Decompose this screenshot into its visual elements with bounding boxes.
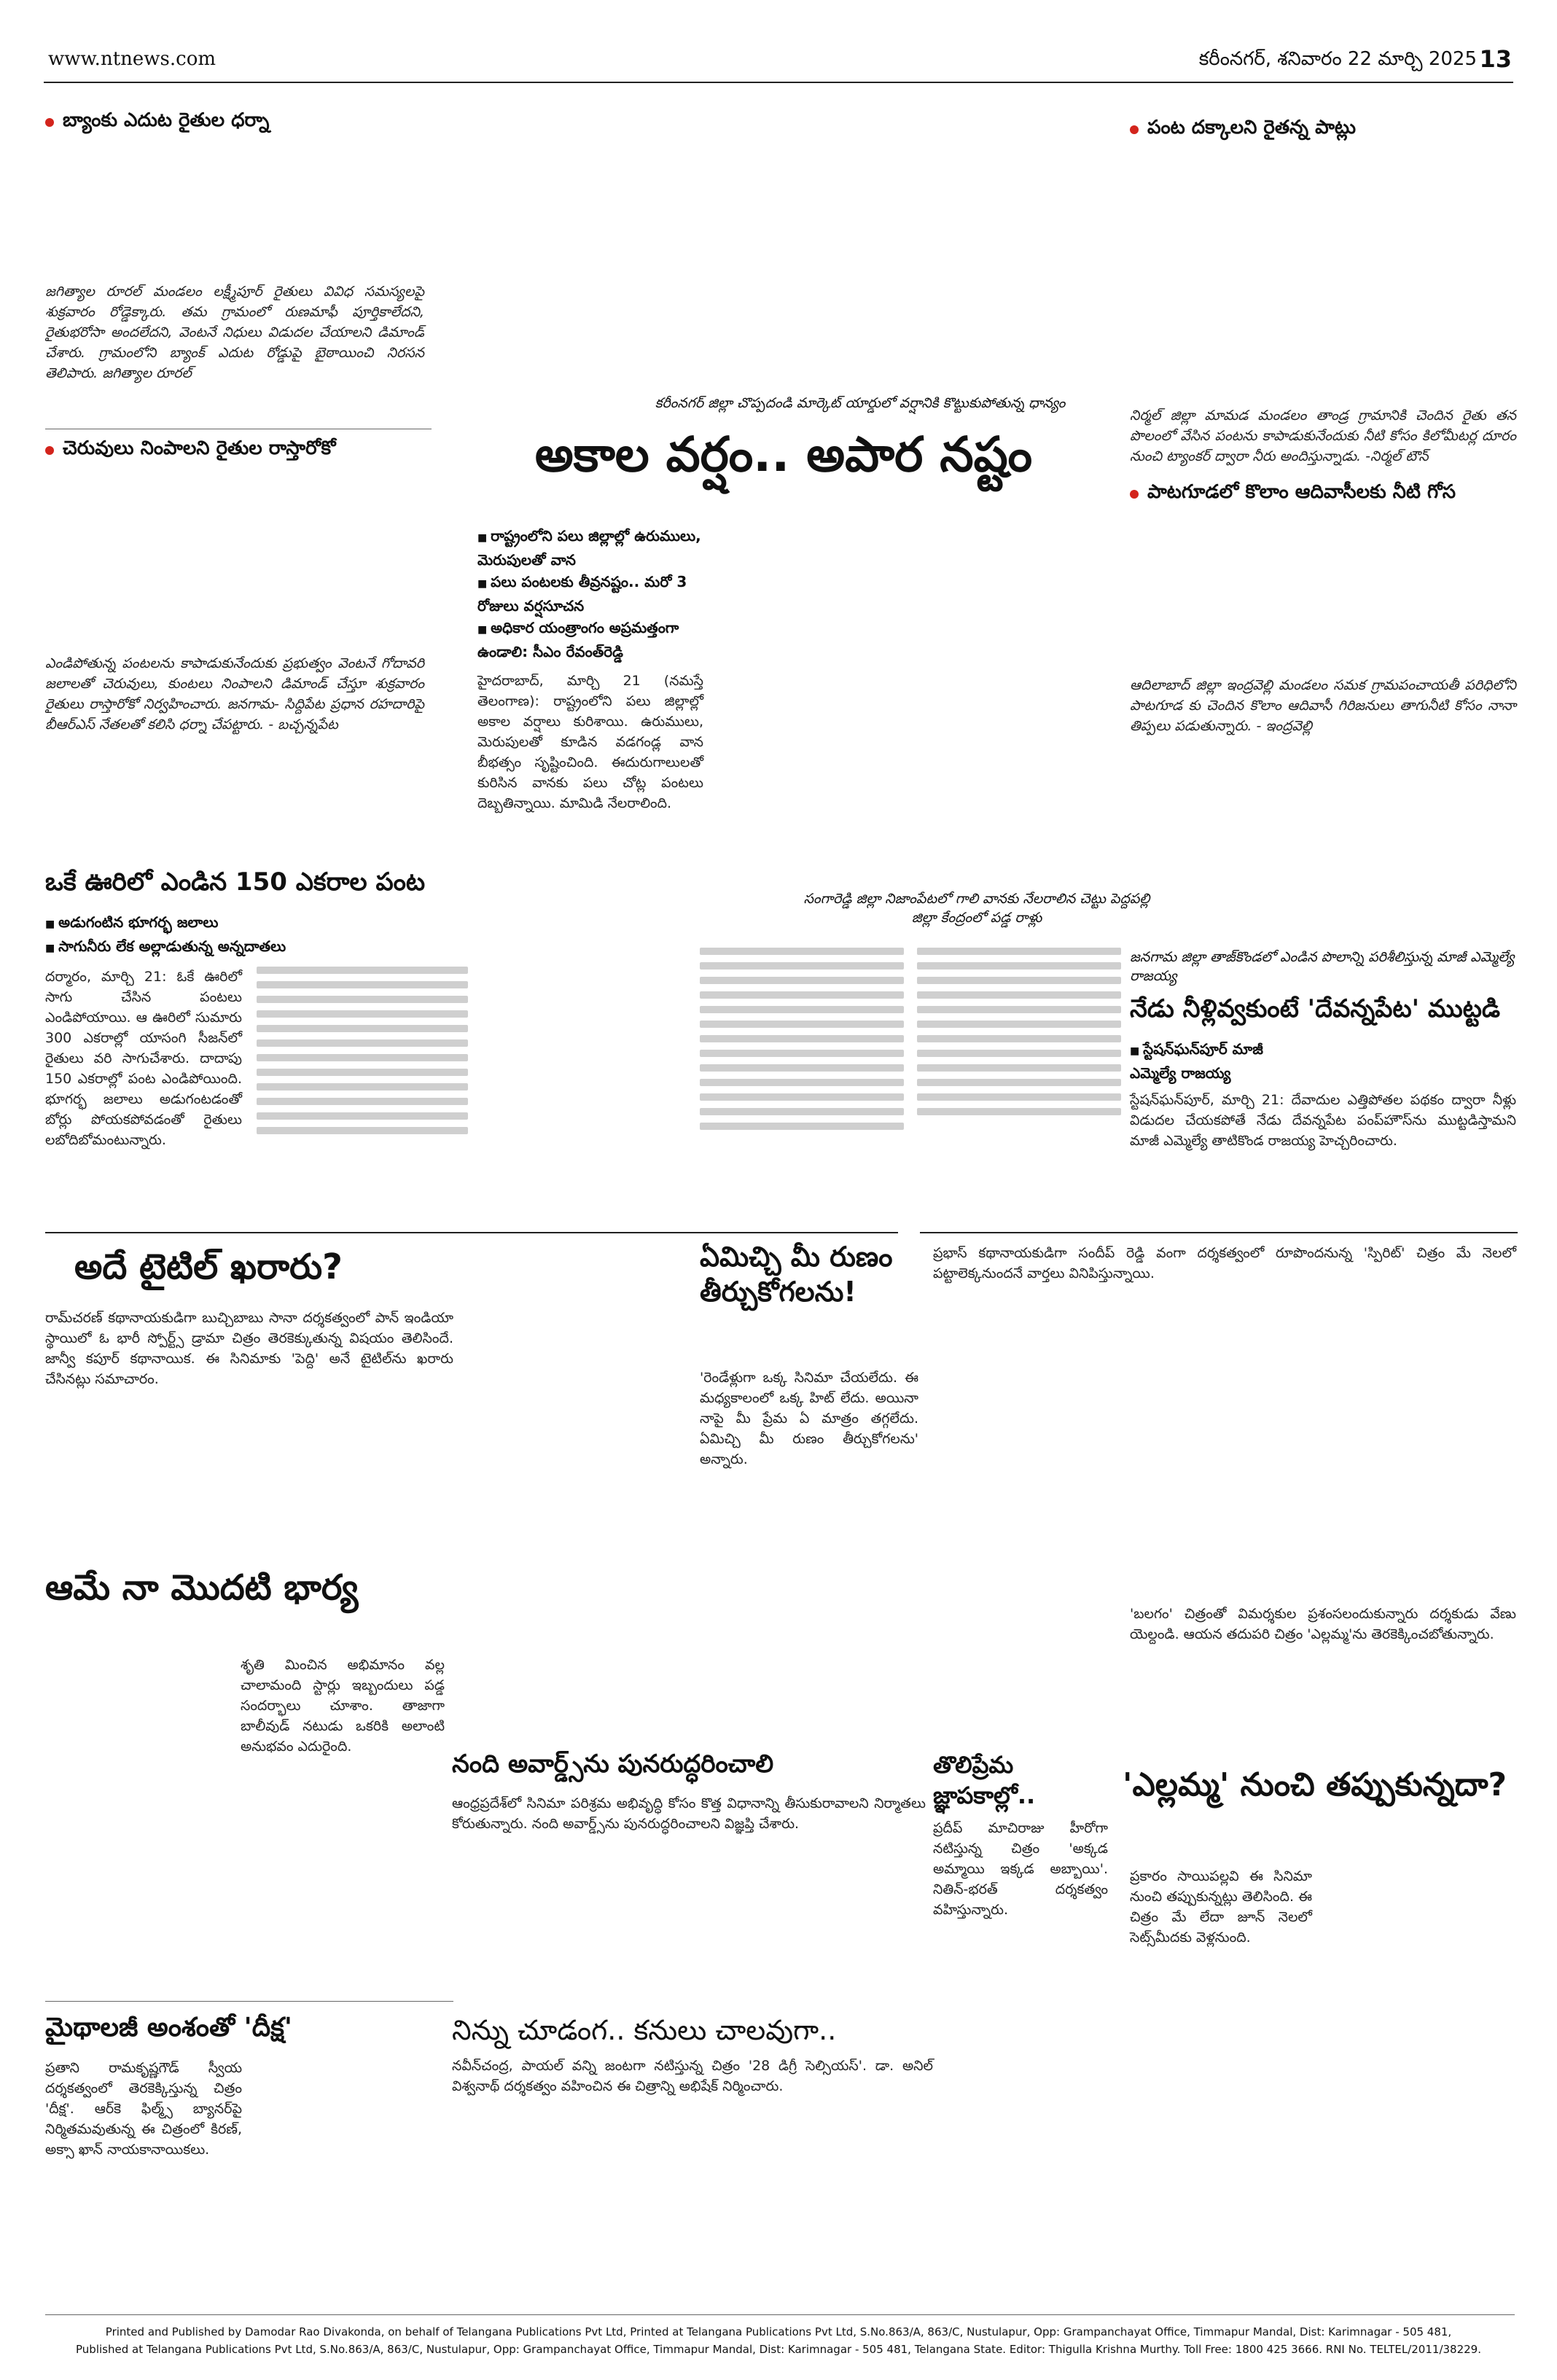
story-caption: నిర్మల్ జిల్లా మామడ మండలం తాండ్ర గ్రామానికి చెందిన రైతు తన పొలంలో వేసిన పంటను కాపాడుకునేందుకు నీటి కోసం కిలోమీటర్ల దూరం నుంచి ట్యాంకర్ ద్వారా నీరు అందిస్తున్నాడు. -నిర్మల్ టౌన్ (1130, 407, 1516, 464)
story-body: నవీన్‌చంద్ర, పాయల్ వన్ని జంటగా నటిస్తున్న చిత్రం '28 డిగ్రీ సెల్సియస్'. డా. అనిల్ విశ్వనాథ్ దర్శకత్వం వహించిన ఈ చిత్రాన్ని అభిషేక్ నిర్మించారు. (452, 2058, 933, 2094)
story-body: రామ్‌చరణ్ కథానాయకుడిగా బుచ్చిబాబు సానా దర్శకత్వంలో పాన్ ఇండియా స్థాయిలో ఓ భారీ స్పోర్ట్స్ డ్రామా చిత్రం తెరకెక్కుతున్న విషయం తెలిసిందే. జాన్వీ కపూర్ కథానాయిక. ఈ సినిమాకు 'పెద్ది' అనే టైటిల్‌ను ఖరారు చేసినట్లు సమాచారం. (45, 1310, 453, 1387)
footer-rule (45, 2314, 1515, 2315)
story-repay-debt (700, 1239, 918, 1470)
lead-bullet: ■ అధికార యంత్రాంగం అప్రమత్తంగా ఉండాలి: సీఎం రేవంత్‌రెడ్డి (477, 617, 718, 663)
story-headline: తొలిప్రేమ జ్ఞాపకాల్లో.. (933, 1751, 1036, 1809)
photo-placeholder (1130, 507, 1516, 675)
story-nandi-awards (452, 1749, 926, 1834)
story-kolam-water (1130, 481, 1516, 736)
imprint-line-2: Published at Telangana Publications Pvt Ltd, S.No.863/A, 863/C, Nustulapur, Opp: Grampanchayat Office, Timmapur Mandal, Dist: Karimnagar - 505 481, Telangana State. Editor: Thigulla Krishna Murthy. Toll Free: 1800 425 3666. RNI No. TELTEL/2011/38229. (76, 2343, 1481, 2356)
story-bullet: ■ సాగునీరు లేక అల్లాడుతున్న అన్నదాతలు (45, 935, 468, 959)
story-deeksha (45, 2008, 453, 2160)
lead-headline: అకాల వర్షం.. అపార నష్టం (534, 426, 1033, 483)
bullet-dot-icon (1130, 490, 1139, 499)
story-headline: పాటగూడలో కొలాం ఆదివాసీలకు నీటి గోస (1147, 481, 1456, 503)
story-yellamma-intro: 'బలగం' చిత్రంతో విమర్శకుల ప్రశంసలందుకున్నారు దర్శకుడు వేణు యెల్దండి. ఆయన తదుపరి చిత్రం 'ఎల్లమ్మ'ను తెరకెక్కించబోతున్నారు. (1130, 1606, 1516, 1642)
column-rule (45, 2001, 453, 2002)
story-bullet: ■ స్టేషన్‌ఘన్‌పూర్ మాజీ ఎమ్మెల్యే రాజయ్య (1130, 1038, 1312, 1084)
lead-photo-caption: సంగారెడ్డి జిల్లా నిజాంపేటలో గాలి వానకు నేలరాలిన చెట్టు పెద్దపల్లి జిల్లా కేంద్రంలో పడ్డ రాళ్లు (803, 891, 1150, 926)
story-headline: ఏమిచ్చి మీ రుణం తీర్చుకోగలను! (700, 1241, 893, 1308)
story-spirit: ప్రభాస్ కథానాయకుడిగా సందీప్ రెడ్డి వంగా దర్శకత్వంలో రూపొందనున్న 'స్పిరిట్' చిత్రం మే నెలలో పట్టాలెక్కనుందనే వార్తలు వినిపిస్తున్నాయి. (933, 1245, 1516, 1281)
masthead-rule (44, 82, 1513, 83)
section-rule (920, 1232, 1518, 1233)
bullet-dot-icon (45, 446, 54, 455)
lead-bullet: ■ రాష్ట్రంలోని పలు జిల్లాల్లో ఉరుములు, మెరుపులతో వాన (477, 525, 718, 571)
story-body: స్టేషన్‌ఘన్‌పూర్, మార్చి 21: దేవాదుల ఎత్తిపోతల పథకం ద్వారా నీళ్లు విడుదల చేయకపోతే నేడు దేవన్నపేట పంప్‌హౌస్‌ను ముట్టడిస్తామని మాజీ ఎమ్మెల్యే తాటికొండ రాజయ్య హెచ్చరించారు. (1130, 1092, 1516, 1149)
story-headline: పంట దక్కాలని రైతన్న పాట్లు (1147, 117, 1356, 138)
story-caption: జగిత్యాల రూరల్ మండలం లక్ష్మీపూర్ రైతులు వివిధ సమస్యలపై శుక్రవారం రోడ్డెక్కారు. తమ గ్రామంలో రుణమాఫీ పూర్తికాలేదని, రైతుభరోసా అందలేదని, వెంటనే నిధులు విడుదల చేయాలని డిమాండ్ చేశారు. గ్రామంలోని బ్యాంక్ ఎదుట రోడ్డుపై బైఠాయించి నిరసన తెలిపారు. జగిత్యాల రూరల్ (45, 284, 424, 381)
story-headline: నిన్ను చూడంగ.. కనులు చాలవుగా.. (452, 2014, 837, 2046)
story-body: ప్రదీప్ మాచిరాజు హీరోగా నటిస్తున్న చిత్రం 'అక్కడ అమ్మాయి ఇక్కడ అబ్బాయి'. నితిన్-భరత్ దర్శకత్వం వహిస్తున్నారు. (933, 1820, 1108, 1918)
story-body: ప్రకారం సాయిపల్లవి ఈ సినిమా నుంచి తప్పుకున్నట్లు తెలిసింది. ఈ చిత్రం మే లేదా జూన్ నెలలో సెట్స్‌మీదకు వెళ్లనుంది. (1130, 1868, 1312, 1946)
story-body: శృతి మించిన అభిమానం వల్ల చాలామంది స్టార్లు ఇబ్బందులు పడ్డ సందర్భాలు చూశాం. తాజాగా బాలీవుడ్ నటుడు ఒకరికి అలాంటి అనుభవం ఎదురైంది. (241, 1657, 445, 1755)
imprint-line-1: Printed and Published by Damodar Rao Divakonda, on behalf of Telangana Publications Pvt Ltd, Printed at Telangana Publications Pvt Ltd, S.No.863/A, 863/C, Nustulapur, Opp: Grampanchayat Office, Timmapur Mandal, Dist: Karimnagar - 505 481, (105, 2325, 1452, 2338)
story-headline: బ్యాంకు ఎదుట రైతుల ధర్నా (63, 109, 270, 131)
story-headline: 'ఎల్లమ్మ' నుంచి తప్పుకున్నదా? (1123, 1766, 1507, 1803)
story-crop-struggle (1130, 117, 1516, 467)
story-headline: నంది అవార్డ్స్‌ను పునరుద్ధరించాలి (452, 1749, 774, 1779)
photo-placeholder (1130, 143, 1516, 405)
site-url: www.ntnews.com (48, 48, 216, 70)
story-canal-rastaroko (45, 437, 424, 735)
bullet-dot-icon (45, 118, 54, 127)
story-tholiprema (933, 1749, 1108, 1920)
story-headline: ఆమే నా మొదటి భార్య (45, 1567, 359, 1608)
story-caption: ఆదిలాబాద్ జిల్లా ఇంద్రవెల్లి మండలం సమక గ్రామపంచాయతీ పరిధిలోని పాటగూడ కు చెందిన కొలాం ఆదివాసీ గిరిజనులు తాగునీటి కోసం నానా తిప్పలు పడుతున్నారు. - ఇంద్రవెల్లి (1130, 677, 1516, 734)
story-body: ఆంధ్రప్రదేశ్‌లో సినిమా పరిశ్రమ అభివృద్ధి కోసం కొత్త విధానాన్ని తీసుకురావాలని నిర్మాతలు కోరుతున్నారు. నంది అవార్డ్స్‌ను పునరుద్ధరించాలని విజ్ఞప్తి చేశారు. (452, 1795, 926, 1832)
lead-bullets (477, 525, 718, 663)
photo-placeholder (45, 136, 424, 281)
story-bullet: ■ అడుగంటిన భూగర్భ జలాలు (45, 911, 468, 935)
story-headline: చెరువులు నింపాలని రైతుల రాస్తారోకో (63, 437, 336, 459)
story-kicker: జనగామ జిల్లా తాజ్‌కొండలో ఎండిన పొలాన్ని పరిశీలిస్తున్న మాజీ ఎమ్మెల్యే రాజయ్య (1130, 949, 1515, 984)
lead-body: హైదరాబాద్, మార్చి 21 (నమస్తే తెలంగాణ): రాష్ట్రంలోని పలు జిల్లాల్లో అకాల వర్షాలు కురిశాయి. ఉరుములు, మెరుపులతో కూడిన వడగండ్ల వాన బీభత్సం సృష్టించింది. ఈదురుగాలులతో కురిసిన వానకు పలు చోట్ల పంటలు దెబ్బతిన్నాయి. మామిడి నేలరాలింది. (477, 673, 703, 811)
story-150-acres (45, 867, 468, 1150)
bullet-dot-icon (1130, 125, 1139, 134)
story-body: 'రెండేళ్లుగా ఒక్క సినిమా చేయలేదు. ఈ మధ్యకాలంలో ఒక్క హిట్ లేదు. అయినా నాపై మీ ప్రేమ ఏ మాత్రం తగ్గలేదు. ఏమిచ్చి మీ రుణం తీర్చుకోగలను' అన్నారు. (700, 1370, 918, 1467)
photo-placeholder (45, 464, 424, 653)
edition-date: కరీంనగర్, శనివారం 22 మార్చి 2025 (1198, 48, 1477, 70)
story-headline: నేడు నీళ్లివ్వకుంటే 'దేవన్నపేట' ముట్టడి (1130, 994, 1501, 1023)
story-title-confirmed (45, 1239, 453, 1389)
story-caption: ఎండిపోతున్న పంటలను కాపాడుకునేందుకు ప్రభుత్వం వెంటనే గోదావరి జలాలతో చెరువులు, కుంటలు నింపాలని డిమాండ్ చేస్తూ శుక్రవారం రైతులు రాస్తారోకో నిర్వహించారు. జనగామ- సిద్దిపేట ప్రధాన రహదారిపై బీఆర్ఎస్ నేతలతో కలిసి ధర్నా చేపట్టారు. - బచ్చన్నపేట (45, 655, 424, 733)
story-devannapet (1130, 948, 1516, 1151)
lead-kicker: కరీంనగర్ జిల్లా చొప్పదండి మార్కెట్ యార్డులో వర్షానికి కొట్టుకుపోతున్న ధాన్యం (655, 395, 1066, 411)
page-number: 13 (1479, 45, 1512, 73)
section-rule (45, 1232, 898, 1233)
story-headline: ఒకే ఊరిలో ఎండిన 150 ఎకరాల పంట (45, 867, 426, 897)
story-headline: అదే టైటిల్ ఖరారు? (74, 1246, 343, 1287)
story-headline: మైథాలజీ అంశంతో 'దీక్ష' (45, 2013, 292, 2042)
story-ninnu-chudanga (452, 2012, 933, 2096)
story-body: ప్రతాని రామకృష్ణగౌడ్ స్వీయ దర్శకత్వంలో తెరకెక్కిస్తున్న చిత్రం 'దీక్ష'. ఆర్‌కె ఫిల్మ్స్ బ్యానర్‌పై నిర్మితమవుతున్న ఈ చిత్రంలో కిరణ్, అక్సా ఖాన్ నాయకానాయికలు. (45, 2060, 242, 2158)
story-body: దర్మారం, మార్చి 21: ఓకే ఊరిలో సాగు చేసిన పంటలు ఎండిపోయాయి. ఆ ఊరిలో సుమారు 300 ఎకరాల్లో యాసంగి సీజన్‌లో రైతులు వరి సాగుచేశారు. దాదాపు 150 ఎకరాల్లో పంట ఎండిపోయింది. భూగర్భ జలాలు అడుగంటడంతో బోర్లు పోయకపోవడంతో రైతులు లబోదిబోమంటున్నారు. (45, 969, 242, 1148)
photo-placeholder (700, 1309, 918, 1367)
lead-bullet: ■ పలు పంటలకు తీవ్రనష్టం.. మరో 3 రోజులు వర్షసూచన (477, 571, 718, 617)
story-bank-dharna (45, 109, 424, 383)
